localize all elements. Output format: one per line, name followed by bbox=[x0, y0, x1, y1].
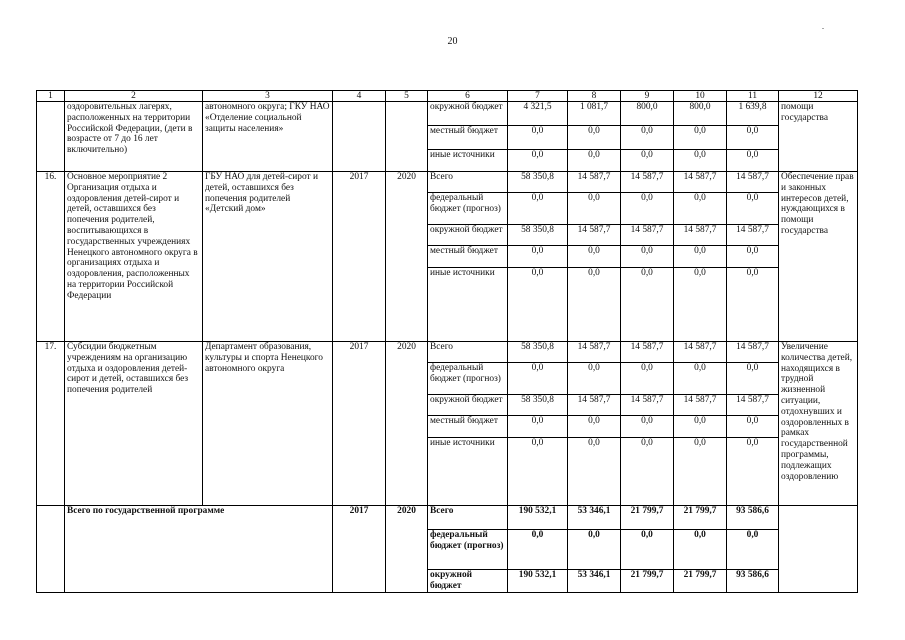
amount-cell: 0,0 bbox=[674, 416, 727, 438]
amount-cell: 0,0 bbox=[508, 126, 568, 150]
amount-cell: 14 587,7 bbox=[621, 395, 674, 416]
funding-source: местный бюджет bbox=[428, 416, 508, 438]
item-expected-result: помощи государства bbox=[779, 102, 858, 172]
amount-cell: 0,0 bbox=[568, 438, 621, 506]
amount-cell: 93 586,6 bbox=[727, 506, 779, 530]
amount-cell: 0,0 bbox=[508, 268, 568, 342]
amount-cell: 14 587,7 bbox=[674, 172, 727, 193]
amount-cell: 14 587,7 bbox=[674, 225, 727, 246]
amount-cell: 0,0 bbox=[508, 438, 568, 506]
amount-cell: 0,0 bbox=[508, 150, 568, 172]
amount-cell: 0,0 bbox=[727, 438, 779, 506]
amount-cell: 0,0 bbox=[674, 126, 727, 150]
col-header: 3 bbox=[203, 91, 333, 102]
amount-cell: 0,0 bbox=[621, 438, 674, 506]
amount-cell: 1 081,7 bbox=[568, 102, 621, 126]
amount-cell: 0,0 bbox=[508, 246, 568, 268]
funding-source: окружной бюджет bbox=[428, 570, 508, 593]
table-row bbox=[37, 172, 858, 193]
page-number: 20 bbox=[447, 36, 458, 47]
column-number-header bbox=[37, 91, 858, 102]
amount-cell: 0,0 bbox=[727, 363, 779, 395]
item-executor: Департамент образования, культуры и спорта Ненецкого автономного округа bbox=[203, 342, 333, 506]
item-end-year: 2020 bbox=[386, 342, 428, 506]
funding-source: окружной бюджет bbox=[428, 102, 508, 126]
funding-source: иные источники bbox=[428, 438, 508, 506]
col-header: 10 bbox=[674, 91, 727, 102]
item-end-year bbox=[386, 102, 428, 172]
table-row bbox=[37, 506, 858, 530]
funding-source: Всего bbox=[428, 506, 508, 530]
amount-cell: 0,0 bbox=[727, 126, 779, 150]
amount-cell: 0,0 bbox=[621, 193, 674, 225]
funding-source: окружной бюджет bbox=[428, 225, 508, 246]
amount-cell: 93 586,6 bbox=[727, 570, 779, 593]
funding-source: местный бюджет bbox=[428, 246, 508, 268]
item-executor: автономного округа; ГКУ НАО «Отделение социальной защиты населения» bbox=[203, 102, 333, 172]
amount-cell: 0,0 bbox=[674, 246, 727, 268]
amount-cell: 800,0 bbox=[621, 102, 674, 126]
funding-source: Всего bbox=[428, 342, 508, 363]
amount-cell: 0,0 bbox=[621, 246, 674, 268]
amount-cell: 0,0 bbox=[674, 438, 727, 506]
amount-cell: 21 799,7 bbox=[674, 570, 727, 593]
funding-source: иные источники bbox=[428, 268, 508, 342]
col-header: 8 bbox=[568, 91, 621, 102]
amount-cell: 14 587,7 bbox=[727, 342, 779, 363]
table-row bbox=[37, 102, 858, 126]
total-number bbox=[37, 506, 65, 593]
item-number bbox=[37, 102, 65, 172]
amount-cell: 0,0 bbox=[508, 530, 568, 570]
amount-cell: 0,0 bbox=[508, 416, 568, 438]
amount-cell: 21 799,7 bbox=[621, 506, 674, 530]
amount-cell: 14 587,7 bbox=[674, 395, 727, 416]
amount-cell: 0,0 bbox=[727, 416, 779, 438]
item-name: Субсидии бюджетным учреждениям на организацию отдыха и оздоровления детей-сирот и детей, оставшихся без попечения родителей bbox=[65, 342, 203, 506]
amount-cell: 14 587,7 bbox=[568, 395, 621, 416]
col-header: 5 bbox=[386, 91, 428, 102]
corner-mark: . bbox=[822, 22, 824, 31]
amount-cell: 800,0 bbox=[674, 102, 727, 126]
amount-cell: 0,0 bbox=[568, 268, 621, 342]
total-start-year: 2017 bbox=[333, 506, 386, 593]
amount-cell: 58 350,8 bbox=[508, 172, 568, 193]
col-header: 11 bbox=[727, 91, 779, 102]
amount-cell: 0,0 bbox=[621, 363, 674, 395]
amount-cell: 190 532,1 bbox=[508, 506, 568, 530]
amount-cell: 0,0 bbox=[674, 268, 727, 342]
item-end-year: 2020 bbox=[386, 172, 428, 342]
amount-cell: 14 587,7 bbox=[568, 342, 621, 363]
amount-cell: 0,0 bbox=[568, 530, 621, 570]
amount-cell: 0,0 bbox=[621, 150, 674, 172]
total-label: Всего по государственной программе bbox=[65, 506, 333, 593]
amount-cell: 1 639,8 bbox=[727, 102, 779, 126]
funding-source: местный бюджет bbox=[428, 126, 508, 150]
amount-cell: 0,0 bbox=[508, 193, 568, 225]
amount-cell: 53 346,1 bbox=[568, 506, 621, 530]
total-result bbox=[779, 506, 858, 593]
col-header: 2 bbox=[65, 91, 203, 102]
amount-cell: 0,0 bbox=[568, 363, 621, 395]
amount-cell: 14 587,7 bbox=[568, 172, 621, 193]
amount-cell: 0,0 bbox=[621, 416, 674, 438]
col-header: 6 bbox=[428, 91, 508, 102]
item-executor: ГБУ НАО для детей-сирот и детей, оставшихся без попечения родителей «Детский дом» bbox=[203, 172, 333, 342]
amount-cell: 53 346,1 bbox=[568, 570, 621, 593]
item-name: Основное мероприятие 2 Организация отдыха и оздоровления детей-сирот и детей, оставшихся без попечения родителей, воспитывающихся в государственных учреждениях Ненецкого автономного округа в организациях отдыха и оздоровления, расположенных на территории Российской Федерации bbox=[65, 172, 203, 342]
amount-cell: 0,0 bbox=[727, 268, 779, 342]
funding-source: окружной бюджет bbox=[428, 395, 508, 416]
amount-cell: 14 587,7 bbox=[621, 172, 674, 193]
funding-source: Всего bbox=[428, 172, 508, 193]
amount-cell: 0,0 bbox=[508, 363, 568, 395]
amount-cell: 58 350,8 bbox=[508, 225, 568, 246]
amount-cell: 0,0 bbox=[727, 150, 779, 172]
amount-cell: 0,0 bbox=[621, 530, 674, 570]
amount-cell: 14 587,7 bbox=[621, 225, 674, 246]
item-number: 16. bbox=[37, 172, 65, 342]
amount-cell: 0,0 bbox=[568, 246, 621, 268]
funding-source: иные источники bbox=[428, 150, 508, 172]
item-number: 17. bbox=[37, 342, 65, 506]
item-start-year: 2017 bbox=[333, 172, 386, 342]
amount-cell: 14 587,7 bbox=[621, 342, 674, 363]
col-header: 7 bbox=[508, 91, 568, 102]
program-table bbox=[36, 90, 858, 593]
amount-cell: 58 350,8 bbox=[508, 342, 568, 363]
funding-source: федеральный бюджет (прогноз) bbox=[428, 530, 508, 570]
amount-cell: 0,0 bbox=[727, 246, 779, 268]
item-name: оздоровительных лагерях, расположенных на территории Российской Федерации, (дети в возрасте от 7 до 16 лет включительно) bbox=[65, 102, 203, 172]
amount-cell: 21 799,7 bbox=[621, 570, 674, 593]
table-row bbox=[37, 342, 858, 363]
amount-cell: 0,0 bbox=[727, 193, 779, 225]
amount-cell: 190 532,1 bbox=[508, 570, 568, 593]
col-header: 4 bbox=[333, 91, 386, 102]
amount-cell: 0,0 bbox=[621, 126, 674, 150]
amount-cell: 14 587,7 bbox=[727, 172, 779, 193]
amount-cell: 58 350,8 bbox=[508, 395, 568, 416]
funding-source: федеральный бюджет (прогноз) bbox=[428, 193, 508, 225]
amount-cell: 0,0 bbox=[568, 416, 621, 438]
amount-cell: 4 321,5 bbox=[508, 102, 568, 126]
amount-cell: 0,0 bbox=[674, 363, 727, 395]
funding-source: федеральный бюджет (прогноз) bbox=[428, 363, 508, 395]
amount-cell: 21 799,7 bbox=[674, 506, 727, 530]
col-header: 12 bbox=[779, 91, 858, 102]
col-header: 1 bbox=[37, 91, 65, 102]
amount-cell: 14 587,7 bbox=[568, 225, 621, 246]
amount-cell: 0,0 bbox=[568, 193, 621, 225]
amount-cell: 0,0 bbox=[568, 150, 621, 172]
amount-cell: 0,0 bbox=[674, 193, 727, 225]
amount-cell: 0,0 bbox=[568, 126, 621, 150]
amount-cell: 0,0 bbox=[674, 150, 727, 172]
amount-cell: 14 587,7 bbox=[727, 395, 779, 416]
item-expected-result: Обеспечение прав и законных интересов детей, нуждающихся в помощи государства bbox=[779, 172, 858, 342]
amount-cell: 14 587,7 bbox=[674, 342, 727, 363]
amount-cell: 14 587,7 bbox=[727, 225, 779, 246]
item-expected-result: Увеличение количества детей, находящихся в трудной жизненной ситуации, отдохнувших и оздоровленных в рамках государственной программы, подлежащих оздоровлению bbox=[779, 342, 858, 506]
amount-cell: 0,0 bbox=[727, 530, 779, 570]
total-end-year: 2020 bbox=[386, 506, 428, 593]
col-header: 9 bbox=[621, 91, 674, 102]
item-start-year bbox=[333, 102, 386, 172]
item-start-year: 2017 bbox=[333, 342, 386, 506]
amount-cell: 0,0 bbox=[621, 268, 674, 342]
amount-cell: 0,0 bbox=[674, 530, 727, 570]
